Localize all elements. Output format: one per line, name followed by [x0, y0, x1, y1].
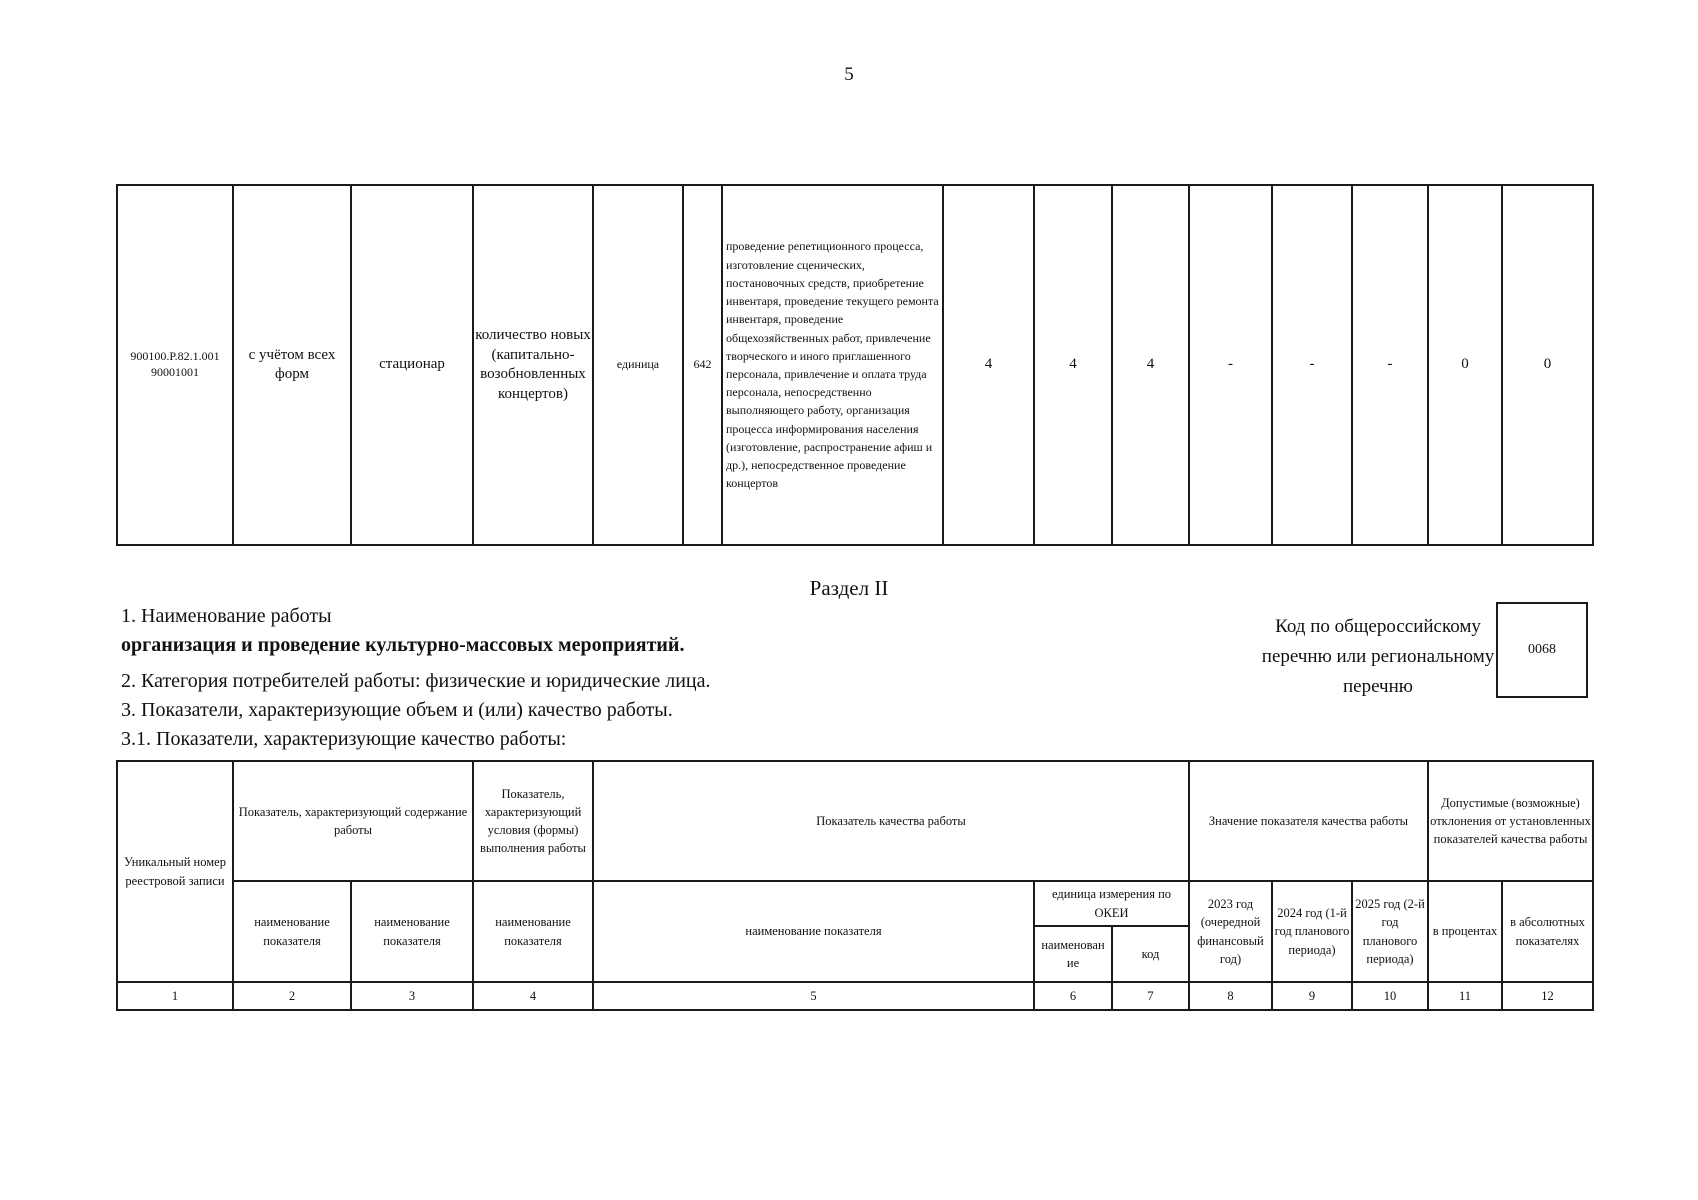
column-number: 2: [233, 982, 351, 1010]
deviation-group-header: Допустимые (возможные) отклонения от установленных показателей качества работы: [1428, 761, 1593, 881]
unit-name-cell: единица: [593, 185, 683, 545]
table-row: [117, 185, 1593, 545]
condition-cell: стационар: [351, 185, 473, 545]
column-number: 7: [1112, 982, 1189, 1010]
value-cell: 4: [943, 185, 1034, 545]
year-2025-header: 2025 год (2-й год планового периода): [1352, 881, 1428, 982]
column-number: 8: [1189, 982, 1272, 1010]
indicator-name-header: наименование показателя: [593, 881, 1034, 982]
value-cell: 0: [1502, 185, 1593, 545]
quality-indicators-table: [116, 760, 1594, 1011]
value-cell: -: [1352, 185, 1428, 545]
content-cell: с учётом всех форм: [233, 185, 351, 545]
year-2023-header: 2023 год (очередной финансовый год): [1189, 881, 1272, 982]
column-number: 12: [1502, 982, 1593, 1010]
column-number-row: [117, 982, 1593, 1010]
column-number: 9: [1272, 982, 1352, 1010]
unit-code-header: код: [1112, 926, 1189, 982]
registry-code-value: 0068: [1528, 642, 1556, 657]
unit-okei-header: единица измерения по ОКЕИ: [1034, 881, 1189, 926]
table-row: [117, 761, 1593, 881]
absolute-header: в абсолютных показателях: [1502, 881, 1593, 982]
column-number: 3: [351, 982, 473, 1010]
unique-number-header: Уникальный номер реестровой записи: [117, 761, 233, 982]
indicator-name-header: наименование показателя: [473, 881, 593, 982]
column-number: 4: [473, 982, 593, 1010]
value-cell: -: [1272, 185, 1352, 545]
page-number: 5: [844, 64, 854, 85]
column-number: 10: [1352, 982, 1428, 1010]
column-number: 1: [117, 982, 233, 1010]
registry-code-label: Код по общероссийскому перечню или региональному перечню: [1261, 616, 1495, 697]
column-number: 6: [1034, 982, 1112, 1010]
indicators-heading: 3. Показатели, характеризующие объем и (или) качество работы.: [121, 699, 673, 721]
indicator-name-header: наименование показателя: [351, 881, 473, 982]
value-cell: 4: [1112, 185, 1189, 545]
column-number: 11: [1428, 982, 1502, 1010]
quality-group-header: Показатель качества работы: [593, 761, 1189, 881]
registry-number-cell: 900100.Р.82.1.001 90001001: [117, 185, 233, 545]
consumer-category: 2. Категория потребителей работы: физические и юридические лица.: [121, 670, 711, 692]
quality-indicators-heading: 3.1. Показатели, характеризующие качество работы:: [121, 728, 567, 750]
value-cell: 0: [1428, 185, 1502, 545]
registry-code-box: [1496, 602, 1588, 698]
condition-group-header: Показатель, характеризующий условия (формы) выполнения работы: [473, 761, 593, 881]
volume-data-table: [116, 184, 1594, 546]
value-cell: -: [1189, 185, 1272, 545]
work-name: организация и проведение культурно-массовых мероприятий.: [121, 634, 685, 656]
content-group-header: Показатель, характеризующий содержание работы: [233, 761, 473, 881]
value-group-header: Значение показателя качества работы: [1189, 761, 1428, 881]
column-number: 5: [593, 982, 1034, 1010]
indicator-name-cell: количество новых (капитально-возобновленных концертов): [473, 185, 593, 545]
value-cell: 4: [1034, 185, 1112, 545]
work-name-label: 1. Наименование работы: [121, 605, 332, 627]
table-row: [117, 881, 1593, 926]
indicator-name-header: наименование показателя: [233, 881, 351, 982]
percent-header: в процентах: [1428, 881, 1502, 982]
unit-name-header: наименован ие: [1034, 926, 1112, 982]
section-title: Раздел II: [809, 576, 889, 600]
description-cell: проведение репетиционного процесса, изготовление сценических, постановочных средств, приобретение инвентаря, проведение текущего ремонта инвентаря, проведение общехозяйственных работ, привлечение творческого и иного приглашенного персонала, привлечение и оплата труда персонала, непосредственно выполняющего работу, организация процесса информирования населения (изготовление, распространение афиш и др.), непосредственное проведение концертов: [722, 185, 943, 545]
unit-code-cell: 642: [683, 185, 722, 545]
year-2024-header: 2024 год (1-й год планового периода): [1272, 881, 1352, 982]
